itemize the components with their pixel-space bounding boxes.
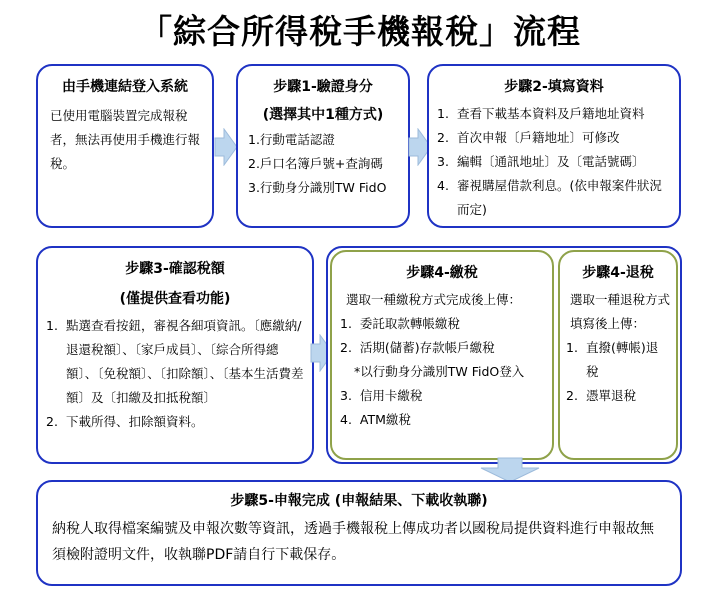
step4-pay-item: 1. 委託取款轉帳繳稅 [340,316,460,331]
step4-pay-box [330,250,554,460]
step4-pay-heading: 步驟4-繳稅 [406,265,478,281]
step4-pay-item: 2. 活期(儲蓄)存款帳戶繳稅 [340,340,495,355]
login-box [36,64,214,228]
step4-refund-item: 憑單退稅 [586,388,637,403]
step2-item: 查看下載基本資料及戶籍地址資料 [457,106,645,121]
step5-heading: 步驟5-申報完成 (申報結果、下載收執聯) [230,493,488,509]
step3-item: 下載所得、扣除額資料。 [66,414,204,429]
step1-subheading: (選擇其中1種方式) [262,107,384,123]
step2-item: 編輯〔通訊地址〕及〔電話號碼〕 [457,154,645,169]
step1-item: 3.行動身分識別TW FidO [248,180,387,195]
step1-item: 2.戶口名簿戶號+查詢碼 [248,156,383,171]
step4-pay-note: *以行動身分識別TW FidO登入 [354,364,525,379]
step4-pay-intro: 選取一種繳稅方式完成後上傳： [346,292,522,307]
step3-heading: 步驟3-確認稅額 [125,261,225,277]
step3-subheading: (僅提供查看功能) [119,291,231,307]
step5-box [36,480,682,586]
step4-refund-intro: 選取一種退稅方式填寫後上傳： [570,292,671,331]
step3-box [36,246,314,464]
login-heading: 由手機連結登入系統 [62,79,188,95]
login-body: 已使用電腦裝置完成報稅者，無法再使用手機進行報稅。 [50,108,201,171]
step1-item: 1.行動電話認證 [248,132,335,147]
step4-pay-item: 3. 信用卡繳稅 [340,388,423,403]
step5-body: 納稅人取得檔案編號及申報次數等資訊，透過手機報稅上傳成功者以國稅局提供資料進行申報故無須檢附證明文件，收執聯PDF請自行下載保存。 [52,521,654,563]
step4-refund-heading: 步驟4-退稅 [582,265,654,281]
step4-refund-item: 直撥(轉帳)退稅 [586,340,659,379]
step1-box [236,64,410,228]
step4-pay-item: 4. ATM繳稅 [340,412,411,427]
step2-item: 審視購屋借款利息。(依申報案件狀況而定) [457,178,662,217]
step1-heading: 步驟1-驗證身分 [273,79,373,95]
step2-heading: 步驟2-填寫資料 [504,79,604,95]
step4-refund-box [558,250,678,460]
step2-box [427,64,681,228]
step2-item: 首次申報〔戶籍地址〕可修改 [457,130,620,145]
page-title: 「綜合所得稅手機報稅」流程 [139,12,581,51]
arrow-right-icon [214,128,238,166]
step3-item: 點選查看按鈕，審視各細項資訊。〔應繳納/退還稅額〕、〔家戶成員〕、〔綜合所得總額〕、〔免稅額〕、〔扣除額〕、〔基本生活費差額〕及〔扣繳及扣抵稅額〕 [66,318,304,405]
